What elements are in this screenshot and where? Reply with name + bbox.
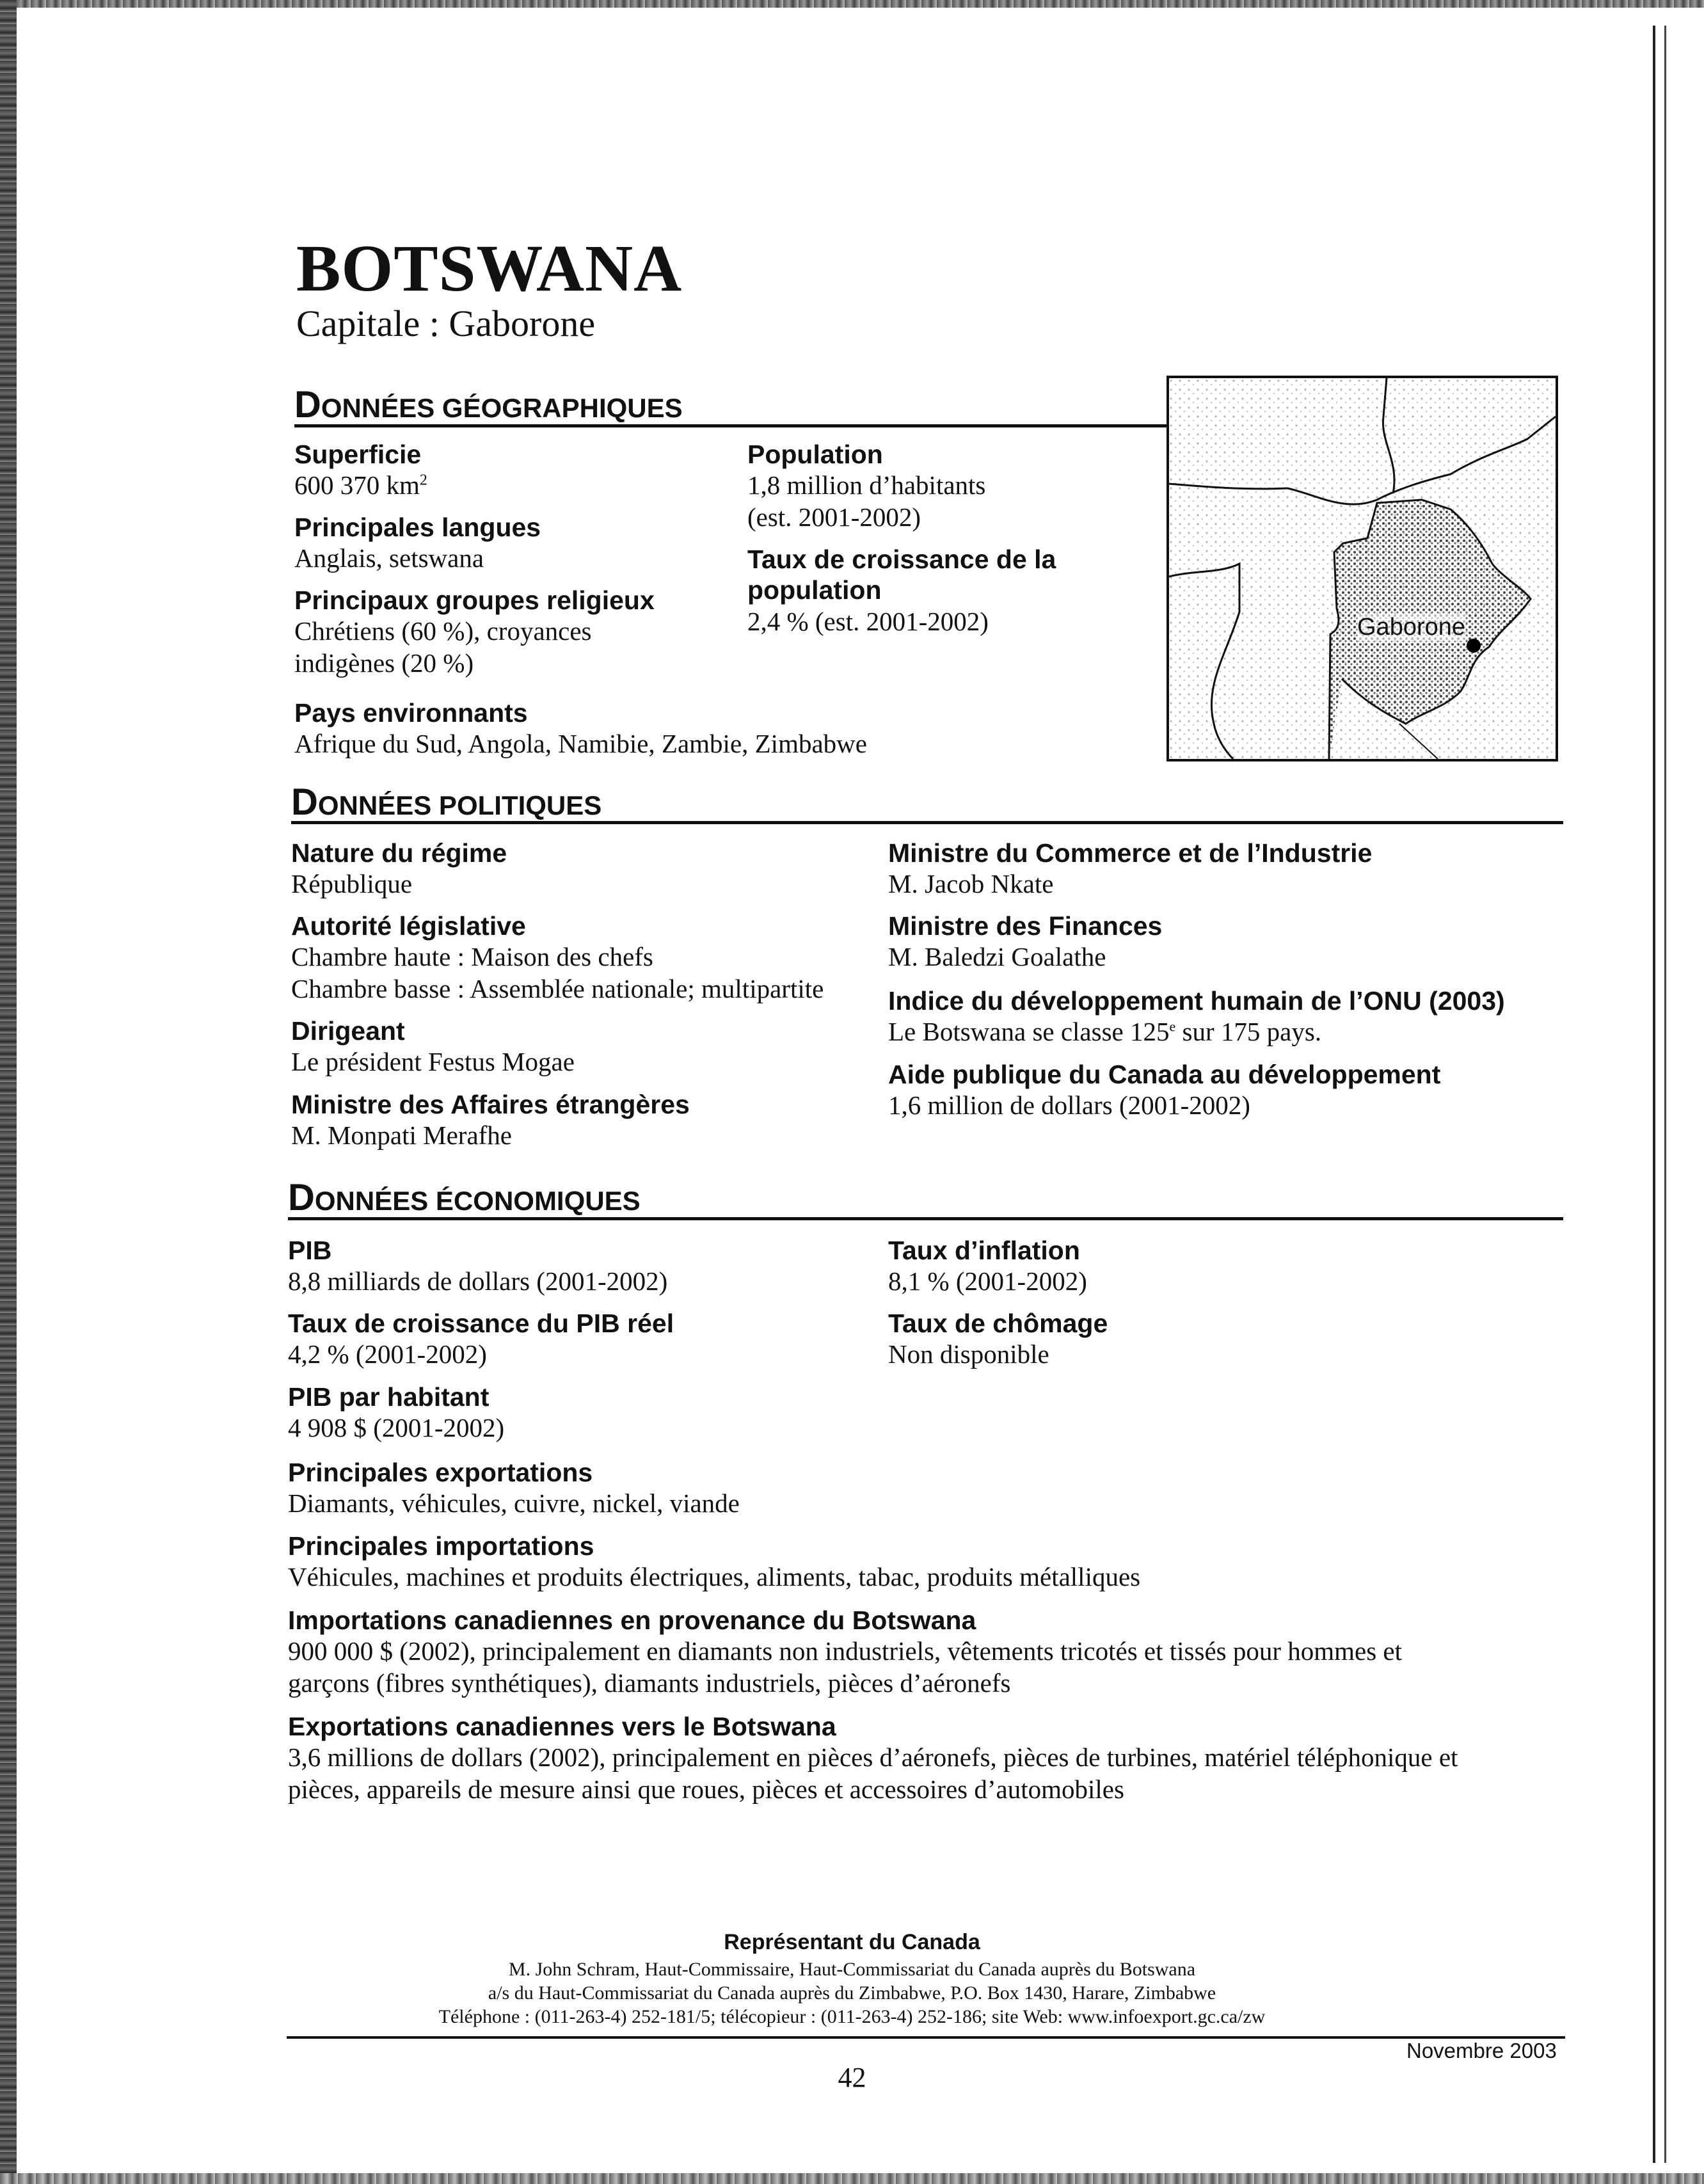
eco-imp-can-value1: 900 000 $ (2002), principalement en diamants non industriels, vêtements tricotés et tissés pour hommes et — [288, 1636, 1403, 1666]
scan-edge-bottom — [0, 2173, 1704, 2184]
eco-imp-can-label: Importations canadiennes en provenance du Botswana — [288, 1606, 976, 1635]
eco-croissance-pib-value: 4,2 % (2001-2002) — [288, 1339, 487, 1369]
eco-importations — [288, 1531, 1568, 1593]
pol-regime-value: République — [291, 869, 413, 899]
geo-religions-value1: Chrétiens (60 %), croyances — [294, 616, 592, 646]
pol-regime-label: Nature du régime — [291, 838, 507, 868]
section-eco-rest: ONNÉES ÉCONOMIQUES — [314, 1186, 641, 1216]
pol-finances — [888, 911, 1560, 973]
pol-idh-value-post: sur 175 pays. — [1175, 1017, 1322, 1047]
page-number: 42 — [838, 2062, 866, 2093]
geo-langues-value: Anglais, setswana — [294, 543, 484, 573]
eco-chomage — [888, 1308, 1528, 1371]
eco-exportations — [288, 1457, 1568, 1520]
pol-finances-label: Ministre des Finances — [888, 911, 1163, 941]
pol-idh — [888, 985, 1560, 1048]
eco-pib-value: 8,8 milliards de dollars (2001-2002) — [288, 1266, 668, 1296]
pol-commerce-label: Ministre du Commerce et de l’Industrie — [888, 838, 1373, 868]
section-pol-rest: ONNÉES POLITIQUES — [317, 790, 602, 820]
scan-edge-right — [1653, 26, 1666, 2163]
pol-idh-value — [888, 1016, 1560, 1048]
eco-importations-value: Véhicules, machines et produits électriques, aliments, tabac, produits métalliques — [288, 1562, 1141, 1592]
eco-exp-can-value2: pièces, appareils de mesure ainsi que roues, pièces et accessoires d’automobiles — [288, 1774, 1124, 1804]
geo-population — [747, 439, 1157, 533]
section-eco-heading — [288, 1179, 641, 1216]
pol-regime — [291, 838, 867, 900]
pol-idh-value-pre: Le Botswana se classe 125 — [888, 1017, 1170, 1047]
section-pol-rule — [291, 821, 1563, 824]
geo-pays-label: Pays environnants — [294, 698, 528, 728]
geo-religions-value2: indigènes (20 %) — [294, 648, 474, 678]
geo-langues-label: Principales langues — [294, 513, 541, 542]
eco-exp-can — [288, 1711, 1574, 1805]
map-drawing — [1169, 378, 1556, 759]
footer-date: Novembre 2003 — [1406, 2039, 1557, 2062]
eco-inflation-label: Taux d’inflation — [888, 1236, 1080, 1265]
eco-exportations-value: Diamants, véhicules, cuivre, nickel, viande — [288, 1488, 740, 1518]
footer-heading: Représentant du Canada — [724, 1930, 980, 1954]
geo-religions-label: Principaux groupes religieux — [294, 586, 655, 615]
geo-croissance-value: 2,4 % (est. 2001-2002) — [747, 606, 989, 636]
section-geo-cap: D — [294, 384, 321, 426]
section-geo-rest: ONNÉES GÉOGRAPHIQUES — [321, 393, 683, 423]
eco-chomage-label: Taux de chômage — [888, 1309, 1108, 1338]
footer-line1: M. John Schram, Haut-Commissaire, Haut-Commissariat du Canada auprès du Botswana — [508, 1959, 1196, 1980]
country-capital: Capitale : Gaborone — [296, 303, 596, 344]
geo-pays-value: Afrique du Sud, Angola, Namibie, Zambie, Zimbabwe — [294, 729, 867, 759]
section-geo-rule — [294, 424, 1168, 427]
geo-religions — [294, 585, 729, 679]
section-eco-cap: D — [288, 1177, 315, 1218]
pol-idh-label: Indice du développement humain de l’ONU (2003) — [888, 986, 1505, 1016]
section-pol-heading — [291, 781, 602, 823]
section-pol-cap: D — [291, 781, 318, 823]
pol-legislative-value1: Chambre haute : Maison des chefs — [291, 942, 653, 972]
geo-superficie-label: Superficie — [294, 440, 422, 469]
eco-importations-label: Principales importations — [288, 1531, 594, 1561]
eco-inflation-value: 8,1 % (2001-2002) — [888, 1266, 1087, 1296]
pol-aide-value: 1,6 million de dollars (2001-2002) — [888, 1090, 1250, 1120]
geo-superficie-value — [294, 470, 704, 501]
geo-population-value1: 1,8 million d’habitants — [747, 470, 986, 500]
scan-edge-left — [0, 0, 17, 2184]
eco-croissance-pib-label: Taux de croissance du PIB réel — [288, 1309, 674, 1338]
pol-commerce-value: M. Jacob Nkate — [888, 869, 1054, 899]
pol-aide — [888, 1059, 1560, 1122]
scan-edge-top — [0, 0, 1704, 8]
eco-imp-can — [288, 1605, 1568, 1699]
pol-affaires-label: Ministre des Affaires étrangères — [291, 1090, 690, 1119]
pol-dirigeant — [291, 1016, 867, 1078]
section-eco-rule — [288, 1217, 1563, 1220]
map-city-label: Gaborone — [1357, 614, 1466, 641]
eco-chomage-value: Non disponible — [888, 1339, 1049, 1369]
pol-legislative — [291, 911, 867, 1005]
eco-pib-hab — [288, 1382, 864, 1444]
footer-line3: Téléphone : (011-263-4) 252-181/5; télécopieur : (011-263-4) 252-186; site Web: www.infoexport.gc.ca/zw — [438, 2006, 1266, 2027]
pol-legislative-label: Autorité législative — [291, 911, 526, 941]
pol-idh-value-sup: e — [1169, 1018, 1176, 1035]
eco-pib-hab-value: 4 908 $ (2001-2002) — [288, 1413, 505, 1443]
eco-pib-hab-label: PIB par habitant — [288, 1382, 490, 1412]
eco-pib-label: PIB — [288, 1236, 332, 1265]
pol-affaires-value: M. Monpati Merafhe — [291, 1120, 512, 1151]
geo-pays — [294, 697, 1165, 760]
geo-population-label: Population — [747, 440, 883, 469]
geo-croissance — [747, 544, 1157, 637]
eco-inflation — [888, 1235, 1528, 1298]
pol-commerce — [888, 838, 1560, 900]
eco-exportations-label: Principales exportations — [288, 1458, 593, 1487]
botswana-map — [1167, 376, 1558, 761]
eco-croissance-pib — [288, 1308, 864, 1371]
pol-dirigeant-value: Le président Festus Mogae — [291, 1047, 575, 1077]
pol-dirigeant-label: Dirigeant — [291, 1016, 405, 1046]
geo-superficie-number: 600 370 km — [294, 470, 420, 500]
geo-superficie-sup: 2 — [419, 472, 427, 489]
pol-finances-value: M. Baledzi Goalathe — [888, 942, 1106, 972]
geo-superficie — [294, 439, 704, 502]
eco-exp-can-label: Exportations canadiennes vers le Botswana — [288, 1712, 836, 1741]
pol-aide-label: Aide publique du Canada au développement — [888, 1060, 1441, 1089]
section-geo-heading — [294, 384, 683, 426]
pol-affaires — [291, 1089, 867, 1152]
geo-langues — [294, 512, 704, 575]
footer-rule — [287, 2036, 1565, 2039]
map-capital-marker — [1467, 639, 1481, 653]
eco-pib — [288, 1235, 864, 1298]
geo-croissance-label2: population — [747, 575, 882, 605]
country-title: BOTSWANA — [296, 232, 683, 305]
eco-exp-can-value1: 3,6 millions de dollars (2002), principalement en pièces d’aéronefs, pièces de turbines, matériel téléphonique et — [288, 1742, 1458, 1773]
pol-legislative-value2: Chambre basse : Assemblée nationale; multipartite — [291, 973, 824, 1003]
geo-croissance-label1: Taux de croissance de la — [747, 545, 1056, 574]
geo-population-value2: (est. 2001-2002) — [747, 502, 921, 532]
footer-line2: a/s du Haut-Commissariat du Canada auprès du Zimbabwe, P.O. Box 1430, Harare, Zimbabwe — [488, 1982, 1216, 2004]
eco-imp-can-value2: garçons (fibres synthétiques), diamants industriels, pièces d’aéronefs — [288, 1668, 1011, 1698]
